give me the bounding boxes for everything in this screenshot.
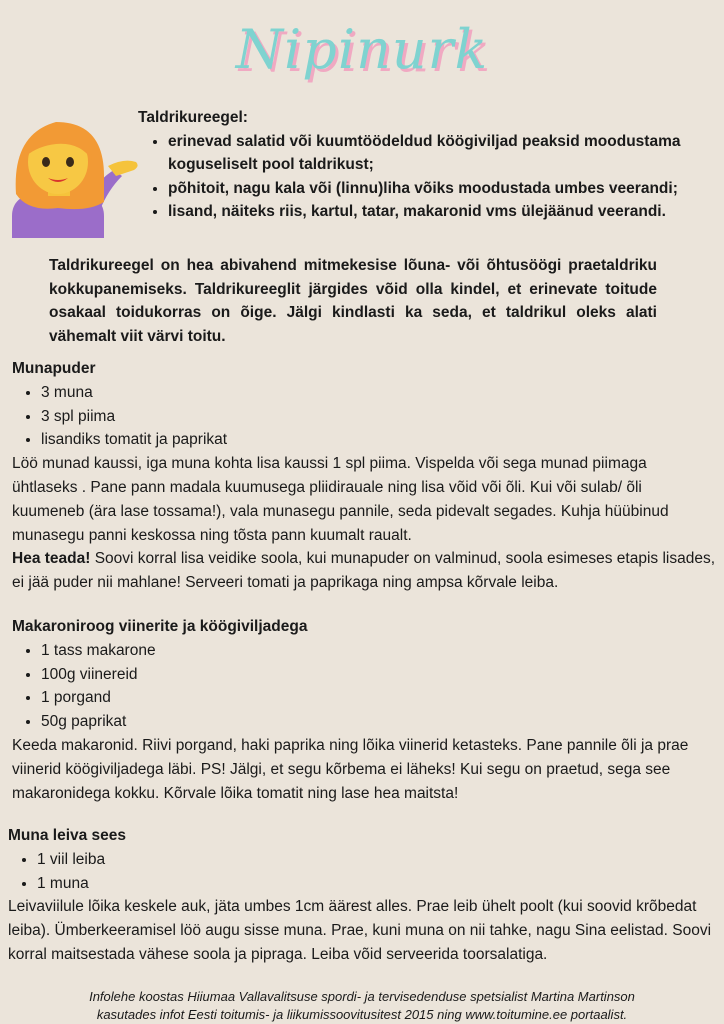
ingredient-item: • 1 tass makarone [41, 639, 716, 663]
tip-text: Soovi korral lisa veidike soola, kui munapuder on valminud, soola esimeses etapis lisades, ei jää puder nii mahlane! Serveeri tomati ja paprikaga ning ampsa kõrvale leiba. [12, 550, 716, 592]
page-title: Nipinurk [235, 18, 489, 81]
ingredient-list [12, 381, 716, 452]
footer-credits [0, 988, 724, 1024]
plate-rule-heading: Taldrikureegel: [138, 109, 248, 126]
recipe-makaroniroog [12, 615, 716, 805]
recipe-title: Makaroniroog viinerite ja köögiviljadega [12, 618, 308, 635]
recipe-instructions: Löö munad kaussi, iga muna kohta lisa kaussi 1 spl piima. Vispelda või sega munad piimaga ühtlaseks . Pane pann madala kuumusega pliidirauale ning lisa võid või õli. Kui või sulab/ õli kuumeneb (ära lase tossama!), vala munasegu pannile, seda pidevalt segades. Kuhja hüübinud munasegu panni keskossa ning tõsta pann kuumalt raualt. [12, 455, 669, 544]
ingredient-item: • 1 muna [37, 872, 716, 896]
woman-tipping-hand-icon [8, 104, 140, 238]
footer-line: kasutades infot Eesti toitumis- ja liikumissoovitusitest 2015 ning www.toitumine.ee portaalist. [96, 1007, 628, 1022]
recipe-muna-leiva-sees [8, 824, 716, 967]
recipe-title: Munapuder [12, 360, 96, 377]
ingredient-item: • 1 porgand [41, 686, 716, 710]
tip-label: Hea teada! [12, 550, 91, 568]
plate-rule-item: • lisand, näiteks riis, kartul, tatar, makaronid vms ülejäänud veerandi. [168, 200, 718, 224]
recipe-title: Muna leiva sees [8, 827, 127, 844]
plate-rule-item: • põhitoit, nagu kala või (linnu)liha võiks moodustada umbes veerandi; [168, 177, 718, 201]
recipe-munapuder [12, 357, 716, 595]
ingredient-item: • lisandiks tomatit ja paprikat [41, 428, 716, 452]
recipe-instructions: Leivaviilule lõika keskele auk, jäta umbes 1cm äärest alles. Prae leib ühelt poolt (kui soovid krõbedat leiba). Ümberkeeramisel löö augu sisse muna. Prae, kuni muna on nii tahke, nagu Sina eelistad. Soovi korral maitsestada vähese soola ja pipraga. Leiba võid serveerida toorsalatiga. [8, 898, 712, 963]
ingredient-item: • 1 viil leiba [37, 848, 716, 872]
plate-rule-list [138, 130, 718, 224]
plate-rule-section [138, 106, 718, 224]
ingredient-item: • 3 muna [41, 381, 716, 405]
ingredient-item: • 3 spl piima [41, 405, 716, 429]
footer-line: Infolehe koostas Hiiumaa Vallavalitsuse spordi- ja tervisedenduse spetsialist Martina Martinson [89, 989, 635, 1004]
recipe-instructions: Keeda makaronid. Riivi porgand, haki paprika ning lõika viinerid ketasteks. Pane pannile õli ja prae viinerid köögiviljadega läbi. PS! Jälgi, et segu kõrbema ei läheks! Kui segu on praetud, sega see makaronidega kokku. Kõrvale lõika tomatit ning lase hea maitsta! [12, 736, 689, 802]
recipe-tip [12, 547, 716, 595]
ingredient-item: • 50g paprikat [41, 710, 716, 734]
plate-rule-item: • erinevad salatid või kuumtöödeldud köögiviljad peaksid moodustama koguseliselt pool taldrikust; [168, 130, 718, 177]
intro-paragraph: Taldrikureegel on hea abivahend mitmekesise lõuna- või õhtusöögi praetaldriku kokkupanemiseks. Taldrikureeglit järgides võid olla kindel, et erinevate toitude osakaal toidukorras on õige. Jälgi kindlasti ka seda, et taldrikul oleks alati vähemalt viit värvi toitu. [49, 257, 657, 345]
ingredient-list [12, 639, 716, 734]
ingredient-item: • 100g viinereid [41, 663, 716, 687]
ingredient-list [8, 848, 716, 896]
